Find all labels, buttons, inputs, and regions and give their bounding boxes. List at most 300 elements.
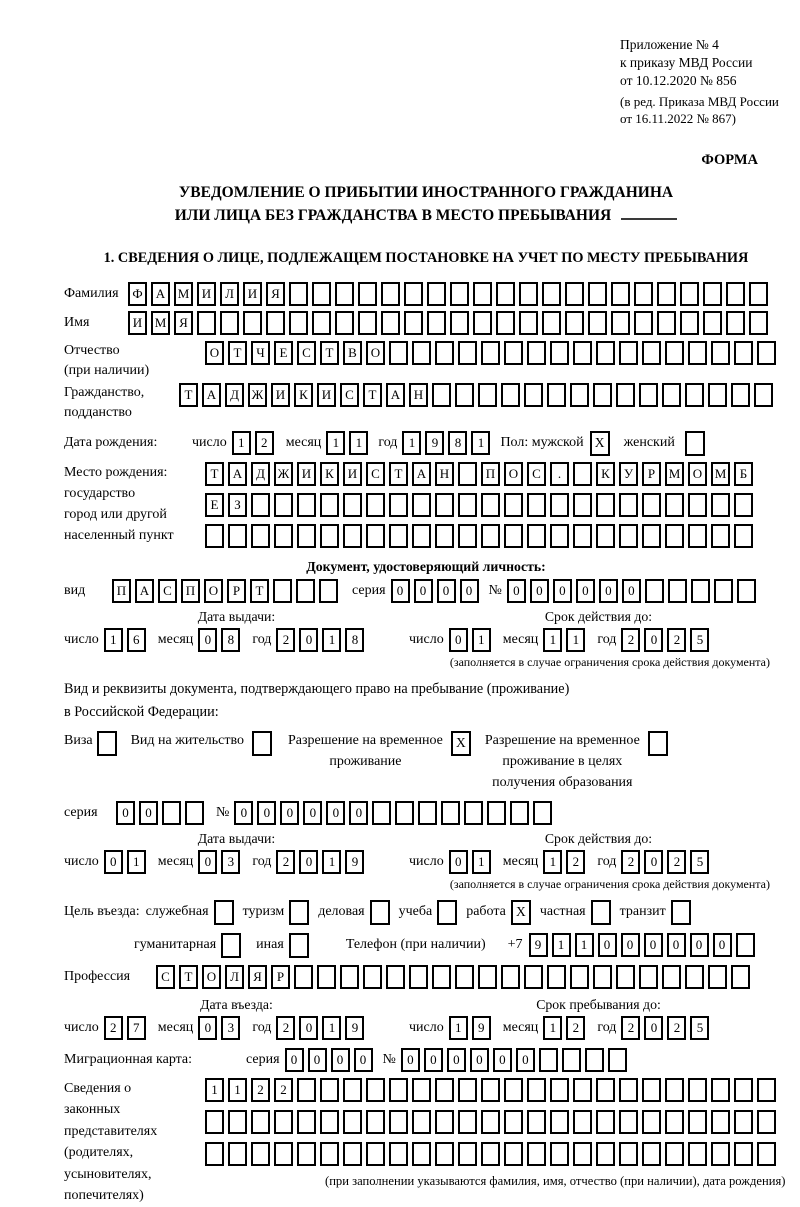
identity-issue-year-cells[interactable] xyxy=(276,628,364,652)
char-cell[interactable]: С xyxy=(340,383,359,407)
char-cell[interactable] xyxy=(642,1142,661,1166)
char-cell[interactable] xyxy=(711,524,730,548)
char-cell[interactable]: М xyxy=(665,462,684,486)
char-cell[interactable] xyxy=(458,1110,477,1134)
char-cell[interactable] xyxy=(504,1078,523,1102)
char-cell[interactable]: 0 xyxy=(349,801,368,825)
char-cell[interactable] xyxy=(533,801,552,825)
char-cell[interactable]: П xyxy=(481,462,500,486)
char-cell[interactable]: 0 xyxy=(391,579,410,603)
purpose-tourism-checkbox[interactable] xyxy=(289,900,309,925)
char-cell[interactable] xyxy=(297,1078,316,1102)
char-cell[interactable] xyxy=(726,311,745,335)
char-cell[interactable] xyxy=(685,965,704,989)
char-cell[interactable] xyxy=(312,311,331,335)
char-cell[interactable]: У xyxy=(619,462,638,486)
char-cell[interactable] xyxy=(542,311,561,335)
char-cell[interactable] xyxy=(619,1142,638,1166)
char-cell[interactable]: 0 xyxy=(116,801,135,825)
char-cell[interactable]: 0 xyxy=(303,801,322,825)
char-cell[interactable]: 3 xyxy=(221,1016,240,1040)
char-cell[interactable] xyxy=(464,801,483,825)
char-cell[interactable]: А xyxy=(151,282,170,306)
char-cell[interactable] xyxy=(616,965,635,989)
char-cell[interactable]: Я xyxy=(174,311,193,335)
char-cell[interactable] xyxy=(711,341,730,365)
char-cell[interactable]: Т xyxy=(179,383,198,407)
char-cell[interactable] xyxy=(550,524,569,548)
char-cell[interactable] xyxy=(294,965,313,989)
char-cell[interactable]: Р xyxy=(271,965,290,989)
char-cell[interactable]: О xyxy=(205,341,224,365)
char-cell[interactable] xyxy=(501,383,520,407)
char-cell[interactable]: 2 xyxy=(621,628,640,652)
char-cell[interactable] xyxy=(320,493,339,517)
char-cell[interactable] xyxy=(266,311,285,335)
char-cell[interactable] xyxy=(642,524,661,548)
char-cell[interactable] xyxy=(691,579,710,603)
char-cell[interactable] xyxy=(289,282,308,306)
char-cell[interactable]: 0 xyxy=(530,579,549,603)
char-cell[interactable] xyxy=(550,493,569,517)
char-cell[interactable] xyxy=(473,311,492,335)
char-cell[interactable] xyxy=(274,524,293,548)
char-cell[interactable]: 1 xyxy=(127,850,146,874)
visa-checkbox[interactable] xyxy=(97,731,117,756)
identity-issue-month-cells[interactable] xyxy=(198,628,240,652)
char-cell[interactable]: 0 xyxy=(516,1048,535,1072)
char-cell[interactable] xyxy=(524,965,543,989)
char-cell[interactable] xyxy=(197,311,216,335)
char-cell[interactable]: 2 xyxy=(566,1016,585,1040)
char-cell[interactable] xyxy=(711,1110,730,1134)
doc-number-cells[interactable] xyxy=(507,579,756,603)
char-cell[interactable] xyxy=(296,579,315,603)
char-cell[interactable]: 0 xyxy=(644,628,663,652)
char-cell[interactable] xyxy=(435,341,454,365)
entry-month-cells[interactable] xyxy=(198,1016,240,1040)
char-cell[interactable] xyxy=(404,311,423,335)
char-cell[interactable] xyxy=(366,524,385,548)
char-cell[interactable] xyxy=(757,1142,776,1166)
char-cell[interactable]: З xyxy=(228,493,247,517)
char-cell[interactable] xyxy=(573,524,592,548)
char-cell[interactable]: 0 xyxy=(424,1048,443,1072)
char-cell[interactable] xyxy=(458,524,477,548)
char-cell[interactable] xyxy=(657,282,676,306)
char-cell[interactable] xyxy=(358,311,377,335)
char-cell[interactable] xyxy=(435,524,454,548)
char-cell[interactable] xyxy=(473,282,492,306)
char-cell[interactable]: 8 xyxy=(448,431,467,455)
char-cell[interactable]: С xyxy=(297,341,316,365)
char-cell[interactable] xyxy=(588,311,607,335)
char-cell[interactable]: Д xyxy=(225,383,244,407)
char-cell[interactable]: 0 xyxy=(299,628,318,652)
char-cell[interactable] xyxy=(639,383,658,407)
char-cell[interactable]: 1 xyxy=(543,1016,562,1040)
char-cell[interactable] xyxy=(619,493,638,517)
char-cell[interactable] xyxy=(496,311,515,335)
birth-place-row2-cells[interactable] xyxy=(205,493,753,517)
char-cell[interactable] xyxy=(412,1078,431,1102)
char-cell[interactable]: Б xyxy=(734,462,753,486)
char-cell[interactable] xyxy=(688,1078,707,1102)
char-cell[interactable]: 0 xyxy=(198,628,217,652)
purpose-transit-checkbox[interactable] xyxy=(671,900,691,925)
char-cell[interactable]: 0 xyxy=(644,933,663,957)
char-cell[interactable] xyxy=(317,965,336,989)
char-cell[interactable] xyxy=(596,493,615,517)
char-cell[interactable]: 0 xyxy=(553,579,572,603)
char-cell[interactable] xyxy=(565,282,584,306)
char-cell[interactable]: 0 xyxy=(576,579,595,603)
char-cell[interactable] xyxy=(668,579,687,603)
char-cell[interactable] xyxy=(458,1142,477,1166)
char-cell[interactable] xyxy=(596,1110,615,1134)
residence-valid-month-cells[interactable] xyxy=(543,850,585,874)
char-cell[interactable] xyxy=(550,341,569,365)
char-cell[interactable]: 0 xyxy=(447,1048,466,1072)
char-cell[interactable] xyxy=(708,965,727,989)
migration-number-cells[interactable] xyxy=(401,1048,627,1072)
char-cell[interactable]: 9 xyxy=(425,431,444,455)
char-cell[interactable] xyxy=(432,383,451,407)
char-cell[interactable]: А xyxy=(202,383,221,407)
char-cell[interactable]: 0 xyxy=(331,1048,350,1072)
char-cell[interactable] xyxy=(320,1110,339,1134)
char-cell[interactable] xyxy=(343,524,362,548)
char-cell[interactable]: 8 xyxy=(345,628,364,652)
char-cell[interactable] xyxy=(550,1078,569,1102)
char-cell[interactable]: И xyxy=(243,282,262,306)
char-cell[interactable] xyxy=(527,341,546,365)
citizenship-cells[interactable] xyxy=(179,383,773,407)
char-cell[interactable] xyxy=(688,341,707,365)
char-cell[interactable] xyxy=(455,383,474,407)
char-cell[interactable]: 5 xyxy=(690,628,709,652)
char-cell[interactable]: . xyxy=(550,462,569,486)
char-cell[interactable]: 0 xyxy=(437,579,456,603)
char-cell[interactable] xyxy=(481,1110,500,1134)
doc-kind-cells[interactable] xyxy=(112,579,338,603)
char-cell[interactable] xyxy=(504,1142,523,1166)
char-cell[interactable]: 1 xyxy=(402,431,421,455)
char-cell[interactable] xyxy=(185,801,204,825)
char-cell[interactable]: Н xyxy=(435,462,454,486)
char-cell[interactable]: 2 xyxy=(276,850,295,874)
phone-cells[interactable] xyxy=(529,933,755,957)
char-cell[interactable] xyxy=(297,1142,316,1166)
char-cell[interactable]: 0 xyxy=(449,628,468,652)
name-cells[interactable] xyxy=(128,311,768,335)
char-cell[interactable]: С xyxy=(366,462,385,486)
char-cell[interactable] xyxy=(358,282,377,306)
char-cell[interactable] xyxy=(665,1110,684,1134)
char-cell[interactable] xyxy=(527,1110,546,1134)
char-cell[interactable] xyxy=(688,524,707,548)
char-cell[interactable]: 0 xyxy=(299,850,318,874)
char-cell[interactable] xyxy=(588,282,607,306)
char-cell[interactable]: 1 xyxy=(322,1016,341,1040)
char-cell[interactable] xyxy=(608,1048,627,1072)
char-cell[interactable] xyxy=(565,311,584,335)
char-cell[interactable] xyxy=(573,462,592,486)
char-cell[interactable] xyxy=(734,1142,753,1166)
char-cell[interactable] xyxy=(412,1110,431,1134)
char-cell[interactable]: 0 xyxy=(598,933,617,957)
char-cell[interactable]: Е xyxy=(205,493,224,517)
char-cell[interactable] xyxy=(596,341,615,365)
char-cell[interactable]: 0 xyxy=(299,1016,318,1040)
char-cell[interactable]: 5 xyxy=(690,1016,709,1040)
char-cell[interactable] xyxy=(458,341,477,365)
char-cell[interactable]: 1 xyxy=(228,1078,247,1102)
char-cell[interactable]: С xyxy=(158,579,177,603)
char-cell[interactable] xyxy=(343,1110,362,1134)
char-cell[interactable] xyxy=(749,311,768,335)
char-cell[interactable] xyxy=(481,493,500,517)
char-cell[interactable] xyxy=(363,965,382,989)
char-cell[interactable] xyxy=(642,341,661,365)
char-cell[interactable]: К xyxy=(596,462,615,486)
char-cell[interactable]: 3 xyxy=(221,850,240,874)
char-cell[interactable]: Т xyxy=(363,383,382,407)
char-cell[interactable] xyxy=(680,311,699,335)
doc-series-cells[interactable] xyxy=(391,579,479,603)
char-cell[interactable] xyxy=(432,965,451,989)
char-cell[interactable] xyxy=(320,524,339,548)
char-cell[interactable] xyxy=(619,1110,638,1134)
purpose-humanitarian-checkbox[interactable] xyxy=(221,933,241,958)
char-cell[interactable] xyxy=(274,493,293,517)
char-cell[interactable] xyxy=(570,383,589,407)
sex-male-checkbox[interactable]: X xyxy=(590,431,610,456)
char-cell[interactable]: 0 xyxy=(690,933,709,957)
char-cell[interactable]: 1 xyxy=(205,1078,224,1102)
char-cell[interactable]: Т xyxy=(250,579,269,603)
char-cell[interactable] xyxy=(714,579,733,603)
char-cell[interactable]: 0 xyxy=(460,579,479,603)
char-cell[interactable]: 0 xyxy=(493,1048,512,1072)
char-cell[interactable]: Я xyxy=(266,282,285,306)
char-cell[interactable] xyxy=(754,383,773,407)
char-cell[interactable] xyxy=(427,282,446,306)
char-cell[interactable] xyxy=(757,1078,776,1102)
birth-month-cells[interactable] xyxy=(326,431,368,455)
char-cell[interactable]: 0 xyxy=(401,1048,420,1072)
residence-issue-month-cells[interactable] xyxy=(198,850,240,874)
char-cell[interactable] xyxy=(312,282,331,306)
char-cell[interactable]: И xyxy=(343,462,362,486)
char-cell[interactable] xyxy=(504,1110,523,1134)
char-cell[interactable]: 2 xyxy=(667,1016,686,1040)
char-cell[interactable]: 1 xyxy=(566,628,585,652)
char-cell[interactable]: 1 xyxy=(322,850,341,874)
char-cell[interactable] xyxy=(688,1142,707,1166)
char-cell[interactable]: 0 xyxy=(326,801,345,825)
char-cell[interactable] xyxy=(478,965,497,989)
char-cell[interactable] xyxy=(389,1078,408,1102)
char-cell[interactable]: С xyxy=(527,462,546,486)
char-cell[interactable] xyxy=(611,311,630,335)
char-cell[interactable] xyxy=(412,524,431,548)
char-cell[interactable] xyxy=(547,965,566,989)
char-cell[interactable]: 1 xyxy=(326,431,345,455)
char-cell[interactable] xyxy=(412,341,431,365)
char-cell[interactable]: 0 xyxy=(198,1016,217,1040)
representatives-row1-cells[interactable] xyxy=(205,1078,776,1102)
char-cell[interactable]: 1 xyxy=(349,431,368,455)
char-cell[interactable]: И xyxy=(128,311,147,335)
char-cell[interactable] xyxy=(435,493,454,517)
char-cell[interactable]: А xyxy=(135,579,154,603)
char-cell[interactable] xyxy=(481,1078,500,1102)
char-cell[interactable] xyxy=(585,1048,604,1072)
char-cell[interactable] xyxy=(404,282,423,306)
char-cell[interactable] xyxy=(501,965,520,989)
char-cell[interactable] xyxy=(418,801,437,825)
temp-residence-checkbox[interactable]: X xyxy=(451,731,471,756)
residence-issue-year-cells[interactable] xyxy=(276,850,364,874)
char-cell[interactable] xyxy=(550,1110,569,1134)
char-cell[interactable]: О xyxy=(688,462,707,486)
char-cell[interactable] xyxy=(573,1142,592,1166)
char-cell[interactable] xyxy=(297,524,316,548)
char-cell[interactable] xyxy=(573,341,592,365)
char-cell[interactable] xyxy=(320,1078,339,1102)
char-cell[interactable]: 0 xyxy=(285,1048,304,1072)
char-cell[interactable]: 2 xyxy=(251,1078,270,1102)
char-cell[interactable] xyxy=(487,801,506,825)
char-cell[interactable] xyxy=(665,1142,684,1166)
char-cell[interactable] xyxy=(711,1078,730,1102)
char-cell[interactable] xyxy=(343,493,362,517)
char-cell[interactable] xyxy=(274,1110,293,1134)
char-cell[interactable] xyxy=(220,311,239,335)
char-cell[interactable] xyxy=(596,1142,615,1166)
representatives-row3-cells[interactable] xyxy=(205,1142,776,1166)
char-cell[interactable] xyxy=(481,524,500,548)
char-cell[interactable] xyxy=(162,801,181,825)
char-cell[interactable]: 9 xyxy=(472,1016,491,1040)
char-cell[interactable]: О xyxy=(204,579,223,603)
char-cell[interactable] xyxy=(711,493,730,517)
char-cell[interactable] xyxy=(593,383,612,407)
char-cell[interactable] xyxy=(389,1142,408,1166)
char-cell[interactable]: 1 xyxy=(575,933,594,957)
char-cell[interactable] xyxy=(665,524,684,548)
char-cell[interactable]: М xyxy=(151,311,170,335)
char-cell[interactable] xyxy=(596,1078,615,1102)
purpose-study-checkbox[interactable] xyxy=(437,900,457,925)
char-cell[interactable]: И xyxy=(297,462,316,486)
birth-year-cells[interactable] xyxy=(402,431,490,455)
purpose-work-checkbox[interactable]: X xyxy=(511,900,531,925)
char-cell[interactable] xyxy=(665,1078,684,1102)
char-cell[interactable] xyxy=(527,1078,546,1102)
char-cell[interactable] xyxy=(366,493,385,517)
char-cell[interactable] xyxy=(372,801,391,825)
char-cell[interactable] xyxy=(542,282,561,306)
char-cell[interactable] xyxy=(205,1142,224,1166)
char-cell[interactable] xyxy=(708,383,727,407)
char-cell[interactable] xyxy=(320,1142,339,1166)
stay-day-cells[interactable] xyxy=(449,1016,491,1040)
residence-series-cells[interactable] xyxy=(116,801,204,825)
char-cell[interactable] xyxy=(343,1078,362,1102)
char-cell[interactable]: 1 xyxy=(472,628,491,652)
char-cell[interactable] xyxy=(734,341,753,365)
char-cell[interactable]: 0 xyxy=(257,801,276,825)
char-cell[interactable]: 0 xyxy=(104,850,123,874)
char-cell[interactable] xyxy=(441,801,460,825)
char-cell[interactable] xyxy=(619,341,638,365)
char-cell[interactable]: 0 xyxy=(139,801,158,825)
char-cell[interactable]: 1 xyxy=(543,628,562,652)
char-cell[interactable]: 2 xyxy=(621,1016,640,1040)
char-cell[interactable] xyxy=(289,311,308,335)
char-cell[interactable] xyxy=(519,311,538,335)
char-cell[interactable]: 6 xyxy=(127,628,146,652)
char-cell[interactable] xyxy=(734,524,753,548)
char-cell[interactable]: Н xyxy=(409,383,428,407)
char-cell[interactable] xyxy=(504,493,523,517)
birth-place-row3-cells[interactable] xyxy=(205,524,753,548)
char-cell[interactable] xyxy=(711,1142,730,1166)
char-cell[interactable] xyxy=(389,524,408,548)
char-cell[interactable] xyxy=(688,493,707,517)
char-cell[interactable] xyxy=(703,282,722,306)
char-cell[interactable] xyxy=(749,282,768,306)
char-cell[interactable] xyxy=(335,282,354,306)
char-cell[interactable] xyxy=(642,1110,661,1134)
char-cell[interactable]: 5 xyxy=(690,850,709,874)
purpose-other-checkbox[interactable] xyxy=(289,933,309,958)
char-cell[interactable] xyxy=(435,1142,454,1166)
char-cell[interactable] xyxy=(634,282,653,306)
char-cell[interactable] xyxy=(228,1142,247,1166)
identity-valid-year-cells[interactable] xyxy=(621,628,709,652)
char-cell[interactable] xyxy=(527,493,546,517)
char-cell[interactable] xyxy=(619,1078,638,1102)
char-cell[interactable] xyxy=(726,282,745,306)
char-cell[interactable] xyxy=(703,311,722,335)
char-cell[interactable]: 0 xyxy=(280,801,299,825)
char-cell[interactable] xyxy=(251,493,270,517)
char-cell[interactable] xyxy=(662,965,681,989)
surname-cells[interactable] xyxy=(128,282,768,306)
residence-issue-day-cells[interactable] xyxy=(104,850,146,874)
char-cell[interactable]: С xyxy=(156,965,175,989)
char-cell[interactable]: И xyxy=(197,282,216,306)
char-cell[interactable] xyxy=(573,1078,592,1102)
char-cell[interactable] xyxy=(547,383,566,407)
char-cell[interactable] xyxy=(519,282,538,306)
char-cell[interactable] xyxy=(680,282,699,306)
char-cell[interactable]: 1 xyxy=(232,431,251,455)
stay-year-cells[interactable] xyxy=(621,1016,709,1040)
char-cell[interactable] xyxy=(731,965,750,989)
char-cell[interactable]: В xyxy=(343,341,362,365)
char-cell[interactable]: М xyxy=(711,462,730,486)
char-cell[interactable] xyxy=(366,1110,385,1134)
char-cell[interactable] xyxy=(228,1110,247,1134)
char-cell[interactable]: 8 xyxy=(221,628,240,652)
char-cell[interactable] xyxy=(335,311,354,335)
sex-female-checkbox[interactable] xyxy=(685,431,705,456)
char-cell[interactable] xyxy=(734,1110,753,1134)
